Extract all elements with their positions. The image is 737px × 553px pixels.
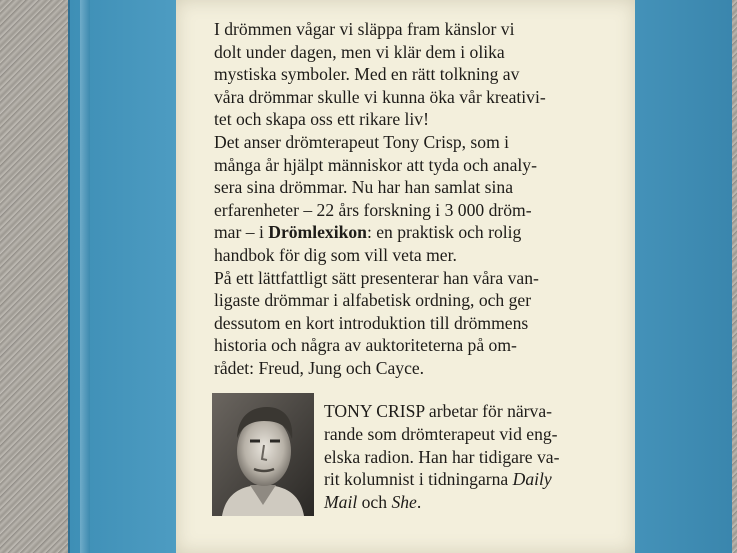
blurb-text <box>214 18 628 380</box>
blurb-line: historia och några av auktoriteterna på om- <box>214 335 517 356</box>
bio-line: TONY CRISP arbetar för närva- <box>324 401 553 421</box>
bio-line: rande som drömterapeut vid eng- <box>324 423 558 444</box>
bio-fragment: . <box>416 492 422 513</box>
book-spine-edge <box>80 0 90 553</box>
blurb-line: Det anser drömterapeut Tony Crisp, som i <box>214 131 510 152</box>
book-title: Drömlexikon <box>268 222 367 243</box>
blurb-fragment: mar – i <box>214 222 269 243</box>
blurb-line: dolt under dagen, men vi klär dem i olika <box>214 41 505 62</box>
bio-line: elska radion. Han har tidigare va- <box>324 446 560 467</box>
blurb-line: dessutom en kort introduktion till drömmens <box>214 312 529 333</box>
bio-fragment: och <box>357 492 392 513</box>
blurb-fragment: : en praktisk och rolig <box>366 222 522 243</box>
blurb-line: rådet: Freud, Jung och Cayce. <box>214 357 425 378</box>
newspaper-name: Mail <box>324 492 358 513</box>
bio-line <box>324 491 624 514</box>
blurb-line-title <box>214 221 628 244</box>
blurb-line: mystiska symboler. Med en rätt tolkning av <box>214 64 520 85</box>
newspaper-name: She <box>391 492 417 513</box>
blurb-line: många år hjälpt människor att tyda och analy- <box>214 154 537 175</box>
newspaper-name: Daily <box>512 469 552 490</box>
blurb-line: erfarenheter – 22 års forskning i 3 000 dröm- <box>214 199 532 220</box>
author-portrait-icon <box>212 393 314 516</box>
blurb-line: I drömmen vågar vi släppa fram känslor vi <box>214 19 515 39</box>
author-portrait-photo <box>212 393 314 516</box>
blurb-line: sera sina drömmar. Nu har han samlat sina <box>214 177 514 198</box>
blurb-line: våra drömmar skulle vi kunna öka vår kreativi- <box>214 86 546 107</box>
blurb-line: tet och skapa oss ett rikare liv! <box>214 109 429 130</box>
blurb-line: ligaste drömmar i alfabetisk ordning, och ger <box>214 290 532 311</box>
author-bio <box>324 400 624 514</box>
bio-fragment: rit kolumnist i tidningarna <box>324 469 513 490</box>
bio-line <box>324 468 624 491</box>
blurb-line: handbok för dig som vill veta mer. <box>214 244 457 265</box>
blurb-line: På ett lättfattligt sätt presenterar han våra van- <box>214 267 539 288</box>
